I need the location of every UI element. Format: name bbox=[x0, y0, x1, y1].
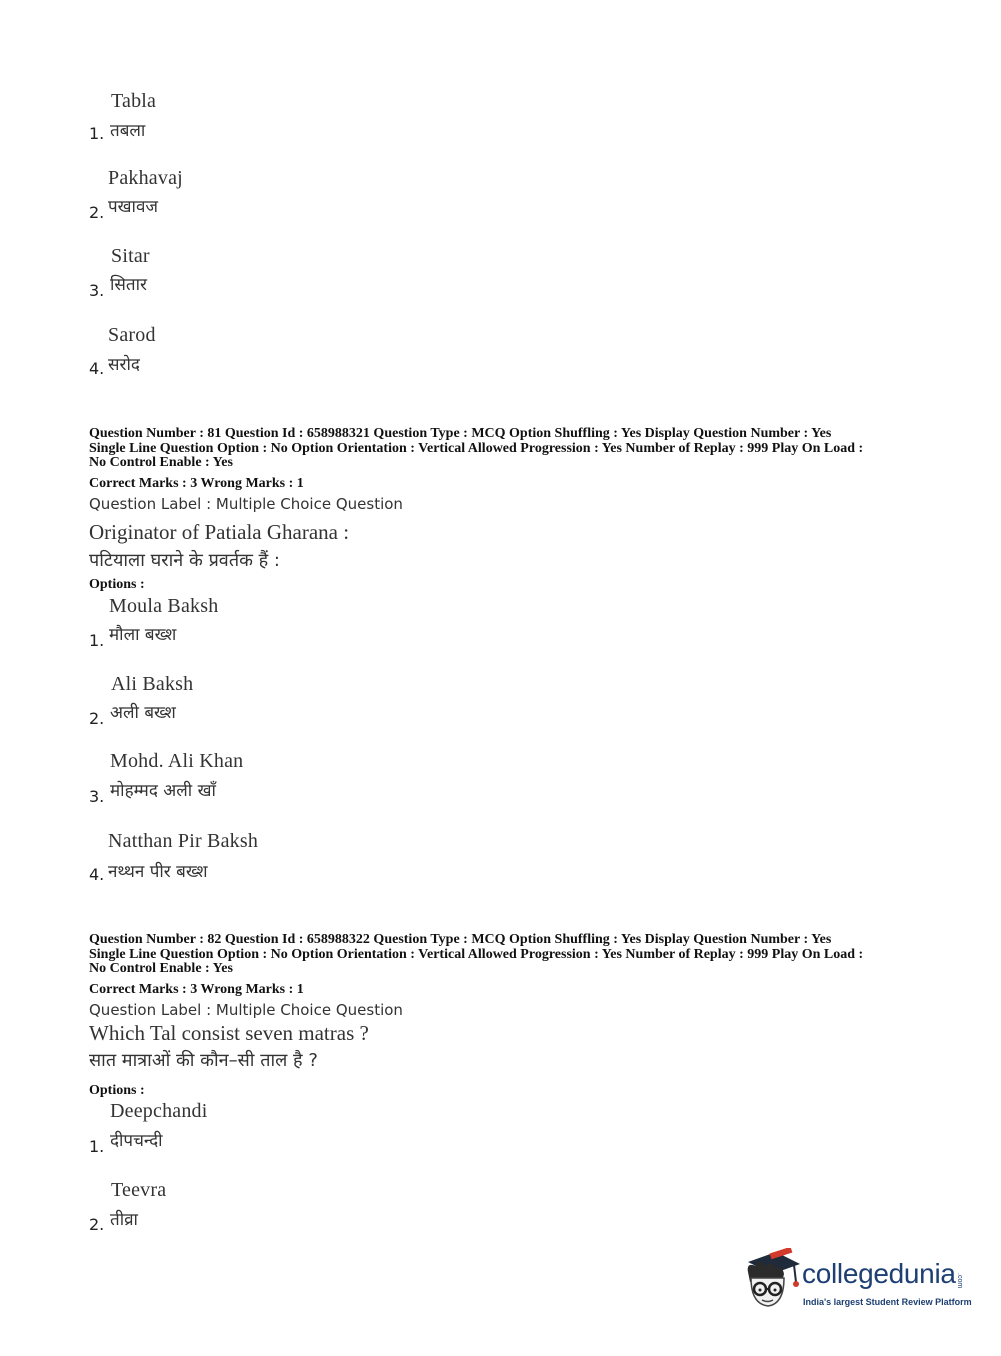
option-text-en: Teevra bbox=[111, 1179, 167, 1201]
option-text-en: Pakhavaj bbox=[108, 167, 183, 189]
metadata-line: Question Number : 81 Question Id : 658988321 Question Type : MCQ Option Shuffling : Yes Display Question Number : Yes bbox=[89, 426, 832, 441]
option-number: 2. bbox=[89, 203, 105, 222]
option-number: 1. bbox=[89, 631, 105, 650]
option-number: 1. bbox=[89, 1137, 105, 1156]
option-text-hi: सितार bbox=[110, 275, 147, 295]
options-heading: Options : bbox=[89, 1083, 145, 1098]
question-text-en: Originator of Patiala Gharana : bbox=[89, 520, 350, 544]
question-metadata bbox=[89, 427, 919, 471]
option-number: 4. bbox=[89, 359, 105, 378]
option-number: 2. bbox=[89, 1215, 105, 1234]
question-text-en: Which Tal consist seven matras ? bbox=[89, 1021, 369, 1045]
collegedunia-logo bbox=[742, 1248, 972, 1318]
option-text-en: Tabla bbox=[111, 90, 157, 112]
option-number: 1. bbox=[89, 124, 105, 143]
question-text-hi: पटियाला घराने के प्रवर्तक हैं : bbox=[89, 550, 280, 571]
option-text-en: Natthan Pir Baksh bbox=[108, 830, 259, 852]
option-text-hi: मौला बख्श bbox=[109, 625, 177, 645]
option-text-hi: नथ्थन पीर बख्श bbox=[108, 862, 208, 882]
option-text-en: Sarod bbox=[108, 324, 156, 346]
options-heading: Options : bbox=[89, 577, 145, 592]
logo-suffix: .com bbox=[956, 1273, 963, 1289]
question-text-hi: सात मात्राओं की कौन–सी ताल है ? bbox=[89, 1050, 318, 1071]
option-number: 4. bbox=[89, 865, 105, 884]
marks-info: Correct Marks : 3 Wrong Marks : 1 bbox=[89, 476, 304, 491]
option-text-en: Mohd. Ali Khan bbox=[110, 750, 244, 772]
option-number: 3. bbox=[89, 787, 105, 806]
option-number: 3. bbox=[89, 281, 105, 300]
option-text-en: Moula Baksh bbox=[109, 595, 219, 617]
option-text-hi: तीव्रा bbox=[110, 1210, 138, 1230]
option-text-hi: तबला bbox=[110, 121, 146, 141]
option-text-hi: सरोद bbox=[108, 355, 140, 375]
option-text-hi: अली बख्श bbox=[110, 703, 176, 723]
option-text-hi: पखावज bbox=[108, 197, 159, 217]
logo-name: collegedunia bbox=[802, 1258, 956, 1289]
metadata-line: Single Line Question Option : No Option Orientation : Vertical Allowed Progression : Yes Number of Replay : 999 Play On Load : bbox=[89, 946, 864, 962]
option-text-en: Deepchandi bbox=[110, 1100, 208, 1122]
metadata-line: No Control Enable : Yes bbox=[89, 961, 233, 977]
question-label: Question Label : Multiple Choice Question bbox=[89, 1001, 403, 1019]
option-text-hi: मोहम्मद अली खाँ bbox=[110, 781, 216, 801]
metadata-line: No Control Enable : Yes bbox=[89, 455, 233, 471]
mascot-icon bbox=[742, 1248, 802, 1314]
metadata-line: Question Number : 82 Question Id : 658988322 Question Type : MCQ Option Shuffling : Yes Display Question Number : Yes bbox=[89, 932, 832, 947]
marks-info: Correct Marks : 3 Wrong Marks : 1 bbox=[89, 982, 304, 997]
option-text-en: Ali Baksh bbox=[111, 673, 194, 695]
option-text-en: Sitar bbox=[111, 245, 150, 267]
logo-tagline: India's largest Student Review Platform bbox=[803, 1297, 972, 1307]
option-number: 2. bbox=[89, 709, 105, 728]
option-text-hi: दीपचन्दी bbox=[110, 1131, 163, 1151]
question-metadata bbox=[89, 933, 919, 977]
metadata-line: Single Line Question Option : No Option Orientation : Vertical Allowed Progression : Yes Number of Replay : 999 Play On Load : bbox=[89, 440, 864, 456]
question-label: Question Label : Multiple Choice Question bbox=[89, 495, 403, 513]
